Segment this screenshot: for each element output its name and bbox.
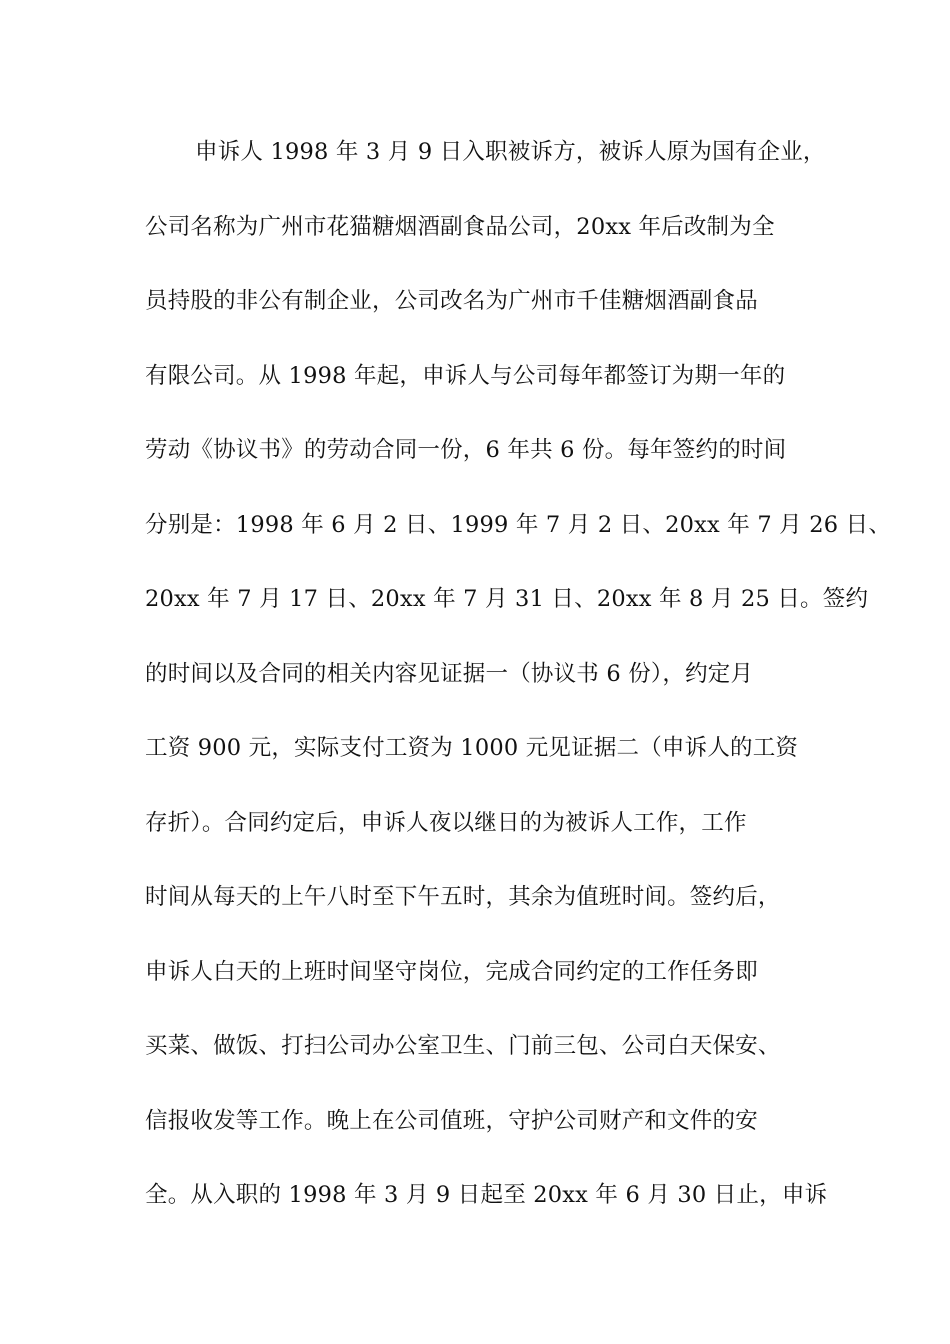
text-line: 申诉人白天的上班时间坚守岗位，完成合同约定的工作任务即: [145, 958, 758, 985]
text-line: 申诉人 1998 年 3 月 9 日入职被诉方，被诉人原为国有企业，: [195, 139, 826, 165]
text-line: 劳动《协议书》的劳动合同一份，6 年共 6 份。每年签约的时间: [145, 437, 787, 463]
text-line: 全。从入职的 1998 年 3 月 9 日起至 20xx 年 6 月 30 日止，申诉: [145, 1182, 828, 1208]
text-line: 信报收发等工作。晚上在公司值班，守护公司财产和文件的安: [145, 1107, 758, 1134]
text-line: 有限公司。从 1998 年起，申诉人与公司每年都签订为期一年的: [145, 362, 786, 389]
text-line: 分别是：1998 年 6 月 2 日、1999 年 7 月 2 日、20xx 年 7 月 26 日、: [145, 511, 892, 538]
text-line: 公司名称为广州市花猫糖烟酒副食品公司，20xx 年后改制为全: [145, 213, 775, 240]
text-line: 员持股的非公有制企业，公司改名为广州市千佳糖烟酒副食品: [145, 288, 758, 314]
text-line: 工资 900 元，实际支付工资为 1000 元见证据二（申诉人的工资: [145, 735, 799, 761]
body-paragraph: [145, 130, 892, 1248]
text-line: 买菜、做饭、打扫公司办公室卫生、门前三包、公司白天保安、: [145, 1033, 781, 1059]
text-line: 存折）。合同约定后，申诉人夜以继日的为被诉人工作，工作: [145, 809, 747, 836]
text-line: 的时间以及合同的相关内容见证据一（协议书 6 份），约定月: [145, 660, 754, 687]
text-line: 20xx 年 7 月 17 日、20xx 年 7 月 31 日、20xx 年 8 月 25 日。签约: [145, 586, 869, 612]
text-line: 时间从每天的上午八时至下午五时，其余为值班时间。签约后，: [145, 884, 781, 910]
